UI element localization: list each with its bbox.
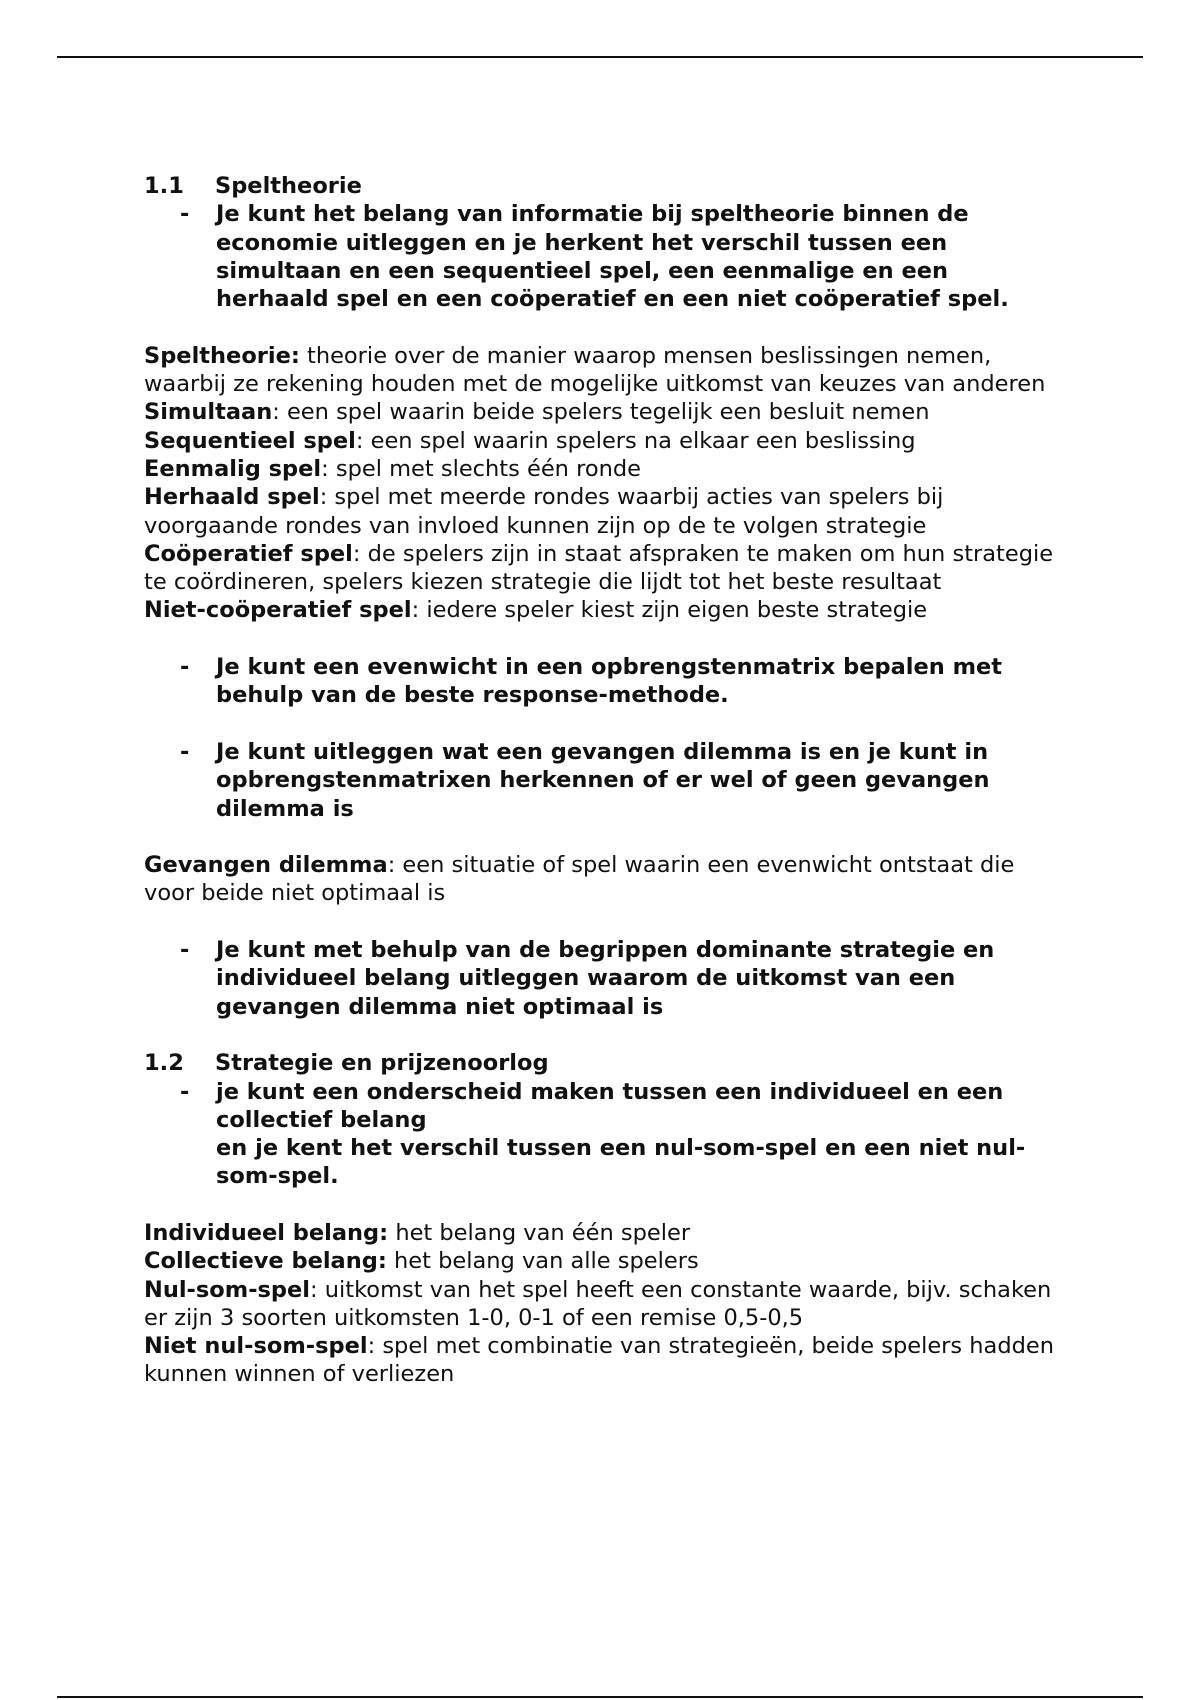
definition-term: Simultaan [144, 399, 273, 426]
definition [144, 1247, 1064, 1275]
definition-term: Nul-som-spel [144, 1276, 311, 1303]
bullet-dash: - [180, 654, 190, 681]
learning-goal [144, 1078, 1064, 1191]
definition [144, 427, 1064, 455]
bullet-dash: - [180, 738, 190, 765]
definition-text: het belang van alle spelers [386, 1248, 699, 1275]
section-number: 1.1 [144, 173, 184, 199]
definition-text: : spel met meerde rondes waarbij acties van spelers bij voorgaande rondes van invloed kunnen zijn op de te volgen strategie [144, 484, 944, 539]
learning-goal-text: Je kunt het belang van informatie bij speltheorie binnen de economie uitleggen en je herkent het verschil tussen een simultaan en een sequentieel spel, een eenmalige en een herhaald spel en een coöperatief en een niet coöperatief spel. [216, 201, 1009, 313]
definition-term: Individueel belang: [144, 1219, 389, 1246]
section-number: 1.2 [144, 1050, 184, 1077]
definition-text: theorie over de manier waarop mensen beslissingen nemen, waarbij ze rekening houden met de mogelijke uitkomst van keuzes van anderen [144, 342, 1046, 398]
definition-text: : een spel waarin beide spelers tegelijk een besluit nemen [272, 399, 930, 426]
document-body [144, 172, 1064, 1389]
learning-goal-text: Je kunt uitleggen wat een gevangen dilemma is en je kunt in opbrengstenmatrixen herkennen of er wel of geen gevangen dilemma is [216, 738, 990, 822]
definition-text: : iedere speler kiest zijn eigen beste strategie [411, 597, 928, 624]
definition [144, 483, 1064, 540]
definition [144, 342, 1064, 399]
learning-goal-text-continued: en je kent het verschil tussen een nul-som-spel en een niet nul-som-spel. [216, 1135, 1026, 1190]
definition-term: Eenmalig spel [144, 455, 322, 482]
section-title: Speltheorie [215, 173, 362, 199]
definition-text: : een situatie of spel waarin een evenwicht ontstaat die voor beide niet optimaal is [144, 852, 1015, 907]
definition-text: : spel met combinatie van strategieën, beide spelers hadden kunnen winnen of verliezen [144, 1333, 1054, 1388]
definition [144, 1332, 1064, 1389]
definition [144, 455, 1064, 483]
definition [144, 596, 1064, 624]
bullet-dash: - [180, 1078, 190, 1105]
definition [144, 851, 1064, 908]
section-title: Strategie en prijzenoorlog [215, 1050, 549, 1077]
bullet-dash: - [180, 937, 190, 964]
definition [144, 540, 1064, 597]
bullet-dash: - [180, 201, 190, 228]
definition [144, 398, 1064, 426]
definition-term: Speltheorie: [144, 342, 300, 369]
definition-term: Herhaald spel [144, 484, 320, 511]
definition [144, 1219, 1064, 1247]
definition-term: Gevangen dilemma [144, 852, 388, 879]
definition-text: het belang van één speler [388, 1219, 691, 1246]
definition-term: Niet-coöperatief spel [144, 597, 412, 624]
learning-goal [144, 200, 1064, 313]
learning-goal [144, 653, 1064, 710]
definition-term: Niet nul-som-spel [144, 1333, 368, 1360]
learning-goal-text: Je kunt een evenwicht in een opbrengstenmatrix bepalen met behulp van de beste response-methode. [216, 654, 1003, 709]
learning-goal [144, 936, 1064, 1021]
definition-text: : de spelers zijn in staat afspraken te maken om hun strategie te coördineren, spelers kiezen strategie die lijdt tot het beste resultaat [144, 540, 1054, 596]
top-rule [57, 56, 1143, 58]
definition-text: : uitkomst van het spel heeft een constante waarde, bijv. schaken er zijn 3 soorten uitkomsten 1-0, 0-1 of een remise 0,5-0,5 [144, 1276, 1052, 1331]
learning-goal [144, 738, 1064, 823]
definition-text: : een spel waarin spelers na elkaar een beslissing [355, 427, 916, 454]
section-heading-1-2 [144, 1049, 1064, 1077]
definition-text: : spel met slechts één ronde [321, 455, 641, 482]
definition-term: Collectieve belang: [144, 1248, 387, 1275]
definition-term: Sequentieel spel [144, 427, 356, 454]
section-heading-1-1 [144, 172, 1064, 200]
learning-goal-text: Je kunt met behulp van de begrippen dominante strategie en individueel belang uitleggen waarom de uitkomst van een gevangen dilemma niet optimaal is [216, 937, 995, 1020]
definition-term: Coöperatief spel [144, 540, 353, 567]
definition [144, 1276, 1064, 1333]
bottom-rule [57, 1696, 1143, 1698]
learning-goal-text: je kunt een onderscheid maken tussen een individueel en een collectief belang [216, 1078, 1004, 1133]
